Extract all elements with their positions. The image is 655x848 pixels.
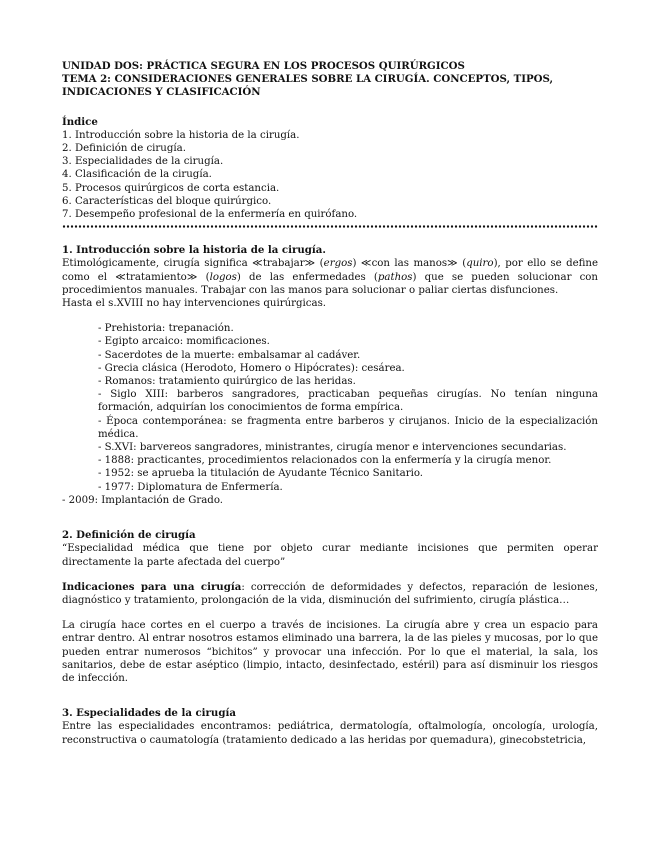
index-item: 2. Definición de cirugía. [62,143,186,155]
section-1-heading: 1. Introducción sobre la historia de la cirugía. [62,244,326,257]
text-run: ) ≪con las manos≫ ( [352,258,467,270]
history-list [62,322,598,507]
text-run-italic: ergos [323,258,353,270]
history-item: - Romanos: tratamiento quirúrgico de las heridas. [98,376,356,388]
document-page [62,60,598,747]
text-run: ), por ello se define como el ≪tratamiento≫ ( [62,258,598,283]
history-item: - Siglo XIII: barberos sangradores, practicaban pequeñas cirugías. No tenían ninguna formación, adquirían los conocimientos de forma empírica. [98,389,598,414]
index-item: 4. Clasificación de la cirugía. [62,169,212,181]
history-item: - 2009: Implantación de Grado. [62,494,224,506]
text-run: ) de las enfermedades ( [236,271,378,283]
text-run-italic: pathos [377,271,413,283]
history-item: - Grecia clásica (Herodoto, Homero o Hipócrates): cesárea. [98,362,405,374]
index-item: 5. Procesos quirúrgicos de corta estancia. [62,182,280,194]
unit-title: UNIDAD DOS: PRÁCTICA SEGURA EN LOS PROCESOS QUIRÚRGICOS [62,60,465,72]
text-run: Etimológicamente, cirugía significa ≪trabajar≫ ( [62,258,324,270]
index-item: 6. Características del bloque quirúrgico. [62,195,272,207]
index-item: 7. Desempeño profesional de la enfermería en quirófano. [62,209,358,221]
history-item: - 1952: se aprueba la titulación de Ayudante Técnico Sanitario. [98,468,424,480]
indications-label: Indicaciones para una cirugía [62,580,242,593]
section-3-heading: 3. Especialidades de la cirugía [62,707,236,720]
definition-quote: “Especialidad médica que tiene por objeto curar mediante incisiones que permiten operar directamente la parte afectada del cuerpo” [62,543,598,568]
text-run-italic: logos [209,271,237,283]
history-item: - Egipto arcaico: momificaciones. [98,336,270,348]
topic-title: TEMA 2: CONSIDERACIONES GENERALES SOBRE LA CIRUGÍA. CONCEPTOS, TIPOS, INDICACIONES Y CLASIFICACIÓN [62,73,554,99]
index-item: 1. Introducción sobre la historia de la cirugía. [62,129,300,141]
indications-paragraph [62,581,598,607]
incisions-paragraph: La cirugía hace cortes en el cuerpo a través de incisiones. La cirugía abre y crea un espacio para entrar dentro. Al entrar nosotros estamos eliminado una barrera, la de las pieles y mucosas, por lo que pueden entrar numerosos “bichitos” y provocar una infección. Por lo que el material, la sala, los sanitarios, debe de estar aséptico (limpio, intacto, desinfectado, estéril) para así disminuir los riesgos de infección. [62,620,598,684]
index-item: 3. Especialidades de la cirugía. [62,156,224,168]
index-list [62,129,598,221]
history-item: - Prehistoria: trepanación. [98,323,234,335]
history-item: - 1977: Diplomatura de Enfermería. [98,481,283,493]
text-run-italic: quiro [466,258,494,270]
section-1-paragraph [62,257,598,297]
section-2-heading: 2. Definición de cirugía [62,529,196,542]
history-item: - Sacerdotes de la muerte: embalsamar al cadáver. [98,349,361,361]
specialities-paragraph: Entre las especialidades encontramos: pediátrica, dermatología, oftalmología, oncología, urología, reconstructiva o caumatología (tratamiento dedicado a las heridas por quemadura), ginecobstetricia, [62,721,598,746]
history-item: - Época contemporánea: se fragmenta entre barberos y cirujanos. Inicio de la especialización médica. [98,415,598,440]
history-item: - S.XVI: barvereos sangradores, ministrantes, cirugía menor e intervenciones secundarias. [98,442,567,454]
text-run: ) que se pueden solucionar con procedimientos manuales. Trabajar con las manos para solucionar o paliar ciertas disfunciones. [62,271,598,296]
index-title: Índice [62,115,98,128]
indications-text: : corrección de deformidades y defectos, reparación de lesiones, diagnóstico y tratamiento, prolongación de la vida, disminución del sufrimiento, cirugía plástica… [62,581,598,606]
history-item: - 1888: practicantes, procedimientos relacionados con la enfermería y la cirugía menor. [98,455,552,467]
section-1-note: Hasta el s.XVIII no hay intervenciones quirúrgicas. [62,298,327,310]
